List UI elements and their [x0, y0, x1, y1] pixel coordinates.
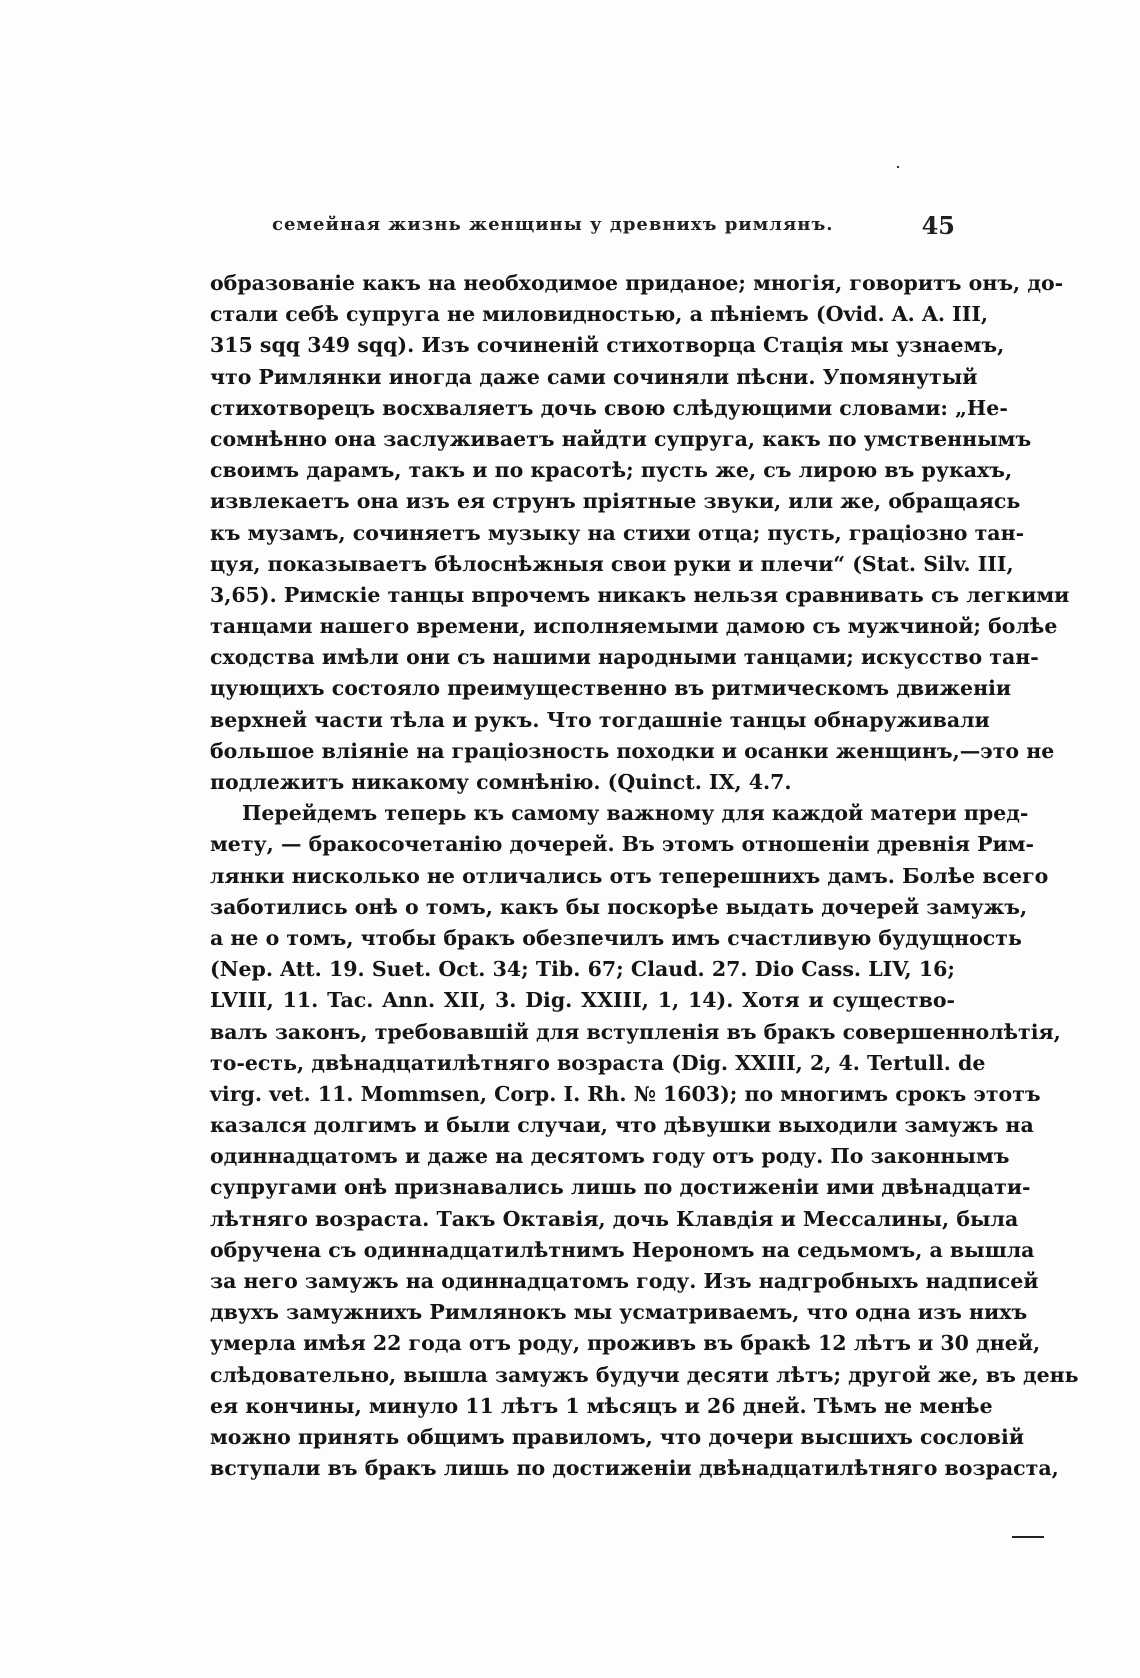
text-line: извлекаетъ она изъ ея струнъ пріятные звуки, или же, обращаясь [210, 489, 1021, 514]
text-line: стали себѣ супруга не миловидностью, а пѣніемъ (Ovid. A. A. III, [210, 302, 989, 327]
text-line: вступали въ бракъ лишь по достиженіи двѣнадцатилѣтняго возраста, [210, 1456, 1059, 1481]
text-line: обручена съ одиннадцатилѣтнимъ Нерономъ на седьмомъ, а вышла [210, 1237, 1035, 1262]
text-line: своимъ дарамъ, такъ и по красотѣ; пусть же, съ лирою въ рукахъ, [210, 458, 1013, 483]
text-line: ея кончины, минуло 11 лѣтъ 1 мѣсяцъ и 26 дней. Тѣмъ не менѣе [210, 1393, 993, 1418]
text-line: а не о томъ, чтобы бракъ обезпечилъ имъ счастливую будущность [210, 925, 1022, 950]
text-line: лянки нисколько не отличались отъ теперешнихъ дамъ. Болѣе всего [210, 863, 1049, 888]
text-line: за него замужъ на одиннадцатомъ году. Изъ надгробныхъ надписей [210, 1269, 1039, 1293]
running-title: семейная жизнь женщины у древнихъ римлянъ. [272, 214, 834, 235]
text-line: верхней части тѣла и рукъ. Что тогдашніе танцы обнаруживали [210, 707, 990, 732]
running-head [210, 211, 955, 248]
text-line: 3,65). Римскіе танцы впрочемъ никакъ нельзя сравнивать съ легкими [210, 582, 1070, 607]
text-line: сомнѣнно она заслуживаетъ найдти супруга, какъ по умственнымъ [210, 426, 1032, 451]
text-line: сходства имѣли они съ нашими народными танцами; искусство тан- [210, 645, 1039, 670]
text-line: танцами нашего времени, исполняемыми дамою съ мужчиной; болѣе [210, 614, 1058, 639]
text-line: образованіе какъ на необходимое приданое; многія, говоритъ онъ, до- [210, 271, 1064, 295]
text-line: то-есть, двѣнадцатилѣтняго возраста (Dig. XXIII, 2, 4. Tertull. de [210, 1050, 986, 1075]
text-line: слѣдовательно, вышла замужъ будучи десяти лѣтъ; другой же, въ день [210, 1362, 1079, 1387]
text-line: супругами онѣ признавались лишь по достиженіи ими двѣнадцати- [210, 1175, 1031, 1200]
text-line: цуя, показываетъ бѣлоснѣжныя свои руки и плечи“ (Stat. Silv. III, [210, 551, 1014, 576]
text-line: virg. vet. 11. Mommsen, Corp. I. Rh. № 1603); по многимъ срокъ этотъ [210, 1081, 1041, 1106]
scan-speck [897, 166, 899, 168]
text-line: валъ законъ, требовавшій для вступленія въ бракъ совершеннолѣтія, [210, 1019, 1061, 1044]
body-text [210, 268, 1079, 1484]
text-line: къ музамъ, сочиняетъ музыку на стихи отца; пусть, граціозно тан- [210, 520, 1025, 545]
text-line: цующихъ состояло преимущественно въ ритмическомъ движеніи [210, 676, 1012, 701]
page-number: 45 [921, 211, 955, 240]
text-line: большое вліяніе на граціозность походки и осанки женщинъ,—это не [210, 738, 1055, 763]
text-line: стихотворецъ восхваляетъ дочь свою слѣдующими словами: „Не- [210, 395, 1008, 420]
text-line: мету, — бракосочетанію дочерей. Въ этомъ отношеніи древнія Рим- [210, 832, 1035, 857]
text-line: заботились онѣ о томъ, какъ бы поскорѣе выдать дочерей замужъ, [210, 894, 1028, 919]
text-line: казался долгимъ и были случаи, что дѣвушки выходили замужъ на [210, 1113, 1034, 1138]
text-line: умерла имѣя 22 года отъ роду, проживъ въ бракѣ 12 лѣтъ и 30 дней, [210, 1331, 1041, 1356]
scan-dash-mark [1012, 1536, 1044, 1538]
text-line: можно принять общимъ правиломъ, что дочери высшихъ сословій [210, 1424, 1025, 1449]
text-line: одиннадцатомъ и даже на десятомъ году отъ роду. По законнымъ [210, 1144, 1010, 1169]
text-line: (Nep. Att. 19. Suet. Oct. 34; Tib. 67; Claud. 27. Dio Cass. LIV, 16; [210, 957, 955, 982]
text-line: 315 sqq 349 sqq). Изъ сочиненій стихотворца Стація мы узнаемъ, [210, 333, 1005, 358]
text-line: LVIII, 11. Tac. Ann. XII, 3. Dig. XXIII, 1, 14). Хотя и существо- [210, 988, 955, 1013]
text-line: что Римлянки иногда даже сами сочиняли пѣсни. Упомянутый [210, 364, 978, 389]
text-line-paragraph-start: Перейдемъ теперь къ самому важному для каждой матери пред- [242, 801, 1029, 826]
text-line: лѣтняго возраста. Такъ Октавія, дочь Клавдія и Мессалины, была [210, 1206, 1019, 1231]
text-line: подлежитъ никакому сомнѣнію. (Quinct. IX, 4.7. [210, 770, 792, 794]
text-line: двухъ замужнихъ Римлянокъ мы усматриваемъ, что одна изъ нихъ [210, 1300, 1028, 1325]
